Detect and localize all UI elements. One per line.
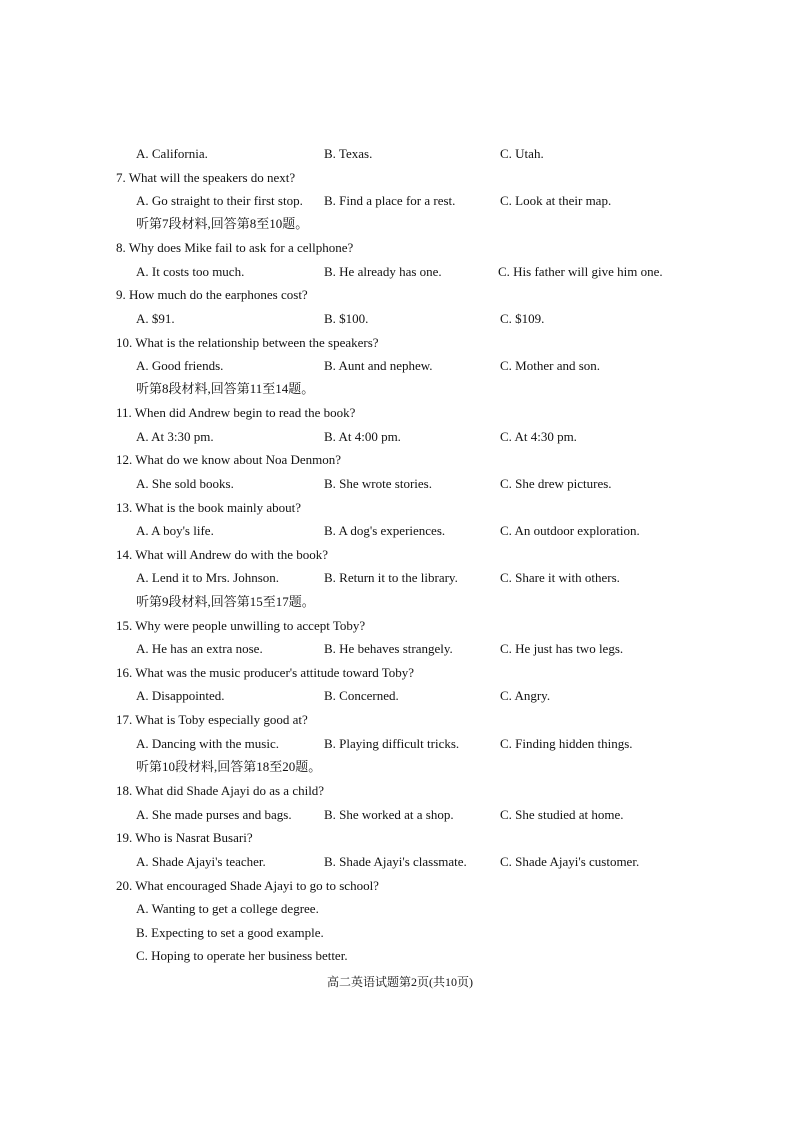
q12-option-a: A. She sold books. [136, 476, 234, 491]
q7-option-a: A. Go straight to their first stop. [136, 193, 303, 208]
q20-option-c: C. Hoping to operate her business better. [136, 948, 348, 963]
q7-option-b: B. Find a place for a rest. [324, 193, 456, 208]
q15-option-c: C. He just has two legs. [500, 641, 624, 656]
q6-option-b: B. Texas. [324, 146, 373, 161]
q13-option-c: C. An outdoor exploration. [500, 523, 640, 538]
section-10-instruction: 听第10段材料,回答第18至20题。 [136, 759, 322, 774]
q10-option-a: A. Good friends. [136, 358, 224, 373]
q9-stem: 9. How much do the earphones cost? [116, 287, 308, 302]
section-7-instruction: 听第7段材料,回答第8至10题。 [136, 216, 309, 231]
q18-option-b: B. She worked at a shop. [324, 807, 454, 822]
q17-stem: 17. What is Toby especially good at? [116, 712, 308, 727]
section-9-instruction: 听第9段材料,回答第15至17题。 [136, 594, 315, 609]
q14-option-c: C. Share it with others. [500, 570, 620, 585]
q10-option-b: B. Aunt and nephew. [324, 358, 433, 373]
q12-option-b: B. She wrote stories. [324, 476, 432, 491]
q19-stem: 19. Who is Nasrat Busari? [116, 830, 253, 845]
q11-option-b: B. At 4:00 pm. [324, 429, 401, 444]
q20-stem: 20. What encouraged Shade Ajayi to go to school? [116, 878, 379, 893]
q14-option-a: A. Lend it to Mrs. Johnson. [136, 570, 279, 585]
q12-option-c: C. She drew pictures. [500, 476, 612, 491]
q13-option-b: B. A dog's experiences. [324, 523, 446, 538]
q13-option-a: A. A boy's life. [136, 523, 214, 538]
q8-option-a: A. It costs too much. [136, 264, 245, 279]
section-8-instruction: 听第8段材料,回答第11至14题。 [136, 381, 315, 396]
q8-option-c: C. His father will give him one. [498, 264, 663, 279]
q16-option-a: A. Disappointed. [136, 688, 225, 703]
q19-option-b: B. Shade Ajayi's classmate. [324, 854, 467, 869]
q17-option-c: C. Finding hidden things. [500, 736, 633, 751]
q20-option-b: B. Expecting to set a good example. [136, 925, 324, 940]
q16-stem: 16. What was the music producer's attitude toward Toby? [116, 665, 415, 680]
q17-option-a: A. Dancing with the music. [136, 736, 279, 751]
q9-option-a: A. $91. [136, 311, 175, 326]
q11-option-a: A. At 3:30 pm. [136, 429, 214, 444]
q7-option-c: C. Look at their map. [500, 193, 612, 208]
q9-option-b: B. $100. [324, 311, 369, 326]
q19-option-a: A. Shade Ajayi's teacher. [136, 854, 266, 869]
q9-option-c: C. $109. [500, 311, 545, 326]
q17-option-b: B. Playing difficult tricks. [324, 736, 460, 751]
q15-stem: 15. Why were people unwilling to accept Toby? [116, 618, 366, 633]
q10-stem: 10. What is the relationship between the speakers? [116, 335, 379, 350]
q18-option-a: A. She made purses and bags. [136, 807, 292, 822]
q8-option-b: B. He already has one. [324, 264, 442, 279]
q20-option-a: A. Wanting to get a college degree. [136, 901, 319, 916]
q15-option-a: A. He has an extra nose. [136, 641, 263, 656]
q12-stem: 12. What do we know about Noa Denmon? [116, 452, 342, 467]
q19-option-c: C. Shade Ajayi's customer. [500, 854, 640, 869]
q15-option-b: B. He behaves strangely. [324, 641, 453, 656]
q8-stem: 8. Why does Mike fail to ask for a cellphone? [116, 240, 354, 255]
q11-stem: 11. When did Andrew begin to read the book? [116, 405, 356, 420]
page-footer: 高二英语试题第2页(共10页) [327, 975, 473, 989]
q6-option-c: C. Utah. [500, 146, 544, 161]
q7-stem: 7. What will the speakers do next? [116, 170, 296, 185]
q10-option-c: C. Mother and son. [500, 358, 601, 373]
q13-stem: 13. What is the book mainly about? [116, 500, 301, 515]
q6-option-a: A. California. [136, 146, 208, 161]
q16-option-b: B. Concerned. [324, 688, 399, 703]
q18-option-c: C. She studied at home. [500, 807, 624, 822]
q16-option-c: C. Angry. [500, 688, 551, 703]
q18-stem: 18. What did Shade Ajayi do as a child? [116, 783, 325, 798]
q14-option-b: B. Return it to the library. [324, 570, 458, 585]
q14-stem: 14. What will Andrew do with the book? [116, 547, 329, 562]
q11-option-c: C. At 4:30 pm. [500, 429, 577, 444]
